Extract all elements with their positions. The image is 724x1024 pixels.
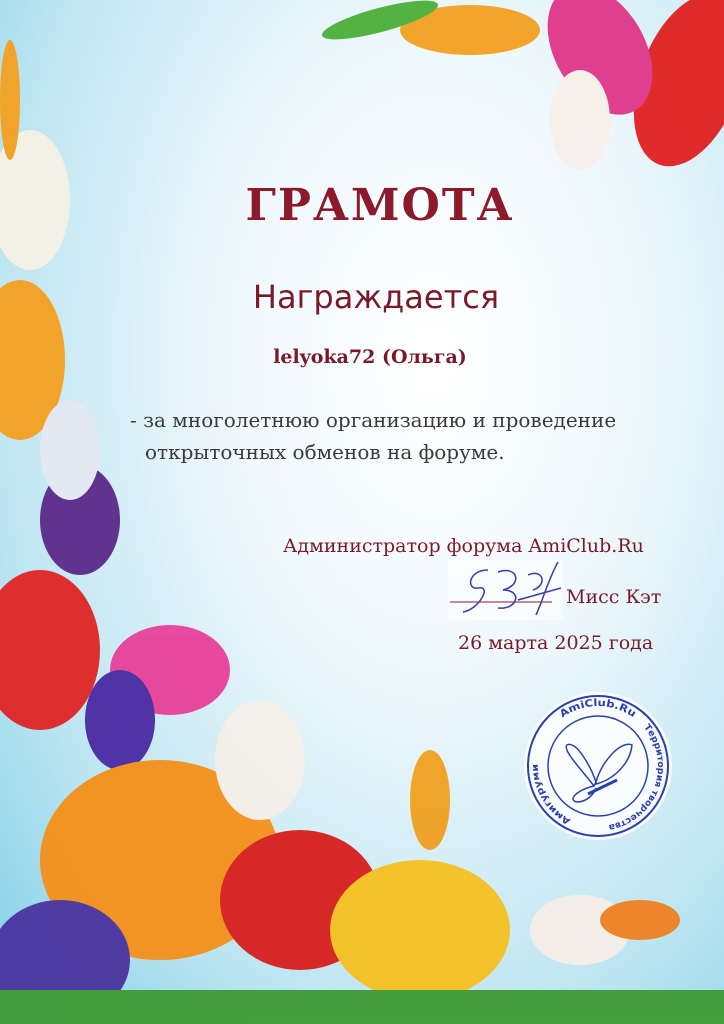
- award-reason: [130, 404, 616, 468]
- admin-title: Администратор форума AmiClub.Ru: [283, 535, 644, 557]
- reason-line: открыточных обменов на форуме.: [145, 440, 505, 464]
- stamp-top-text: AmiClub.Ru: [557, 697, 637, 721]
- recipient-name: lelyoka72 (Ольга): [273, 346, 467, 368]
- awarded-heading: Награждается: [252, 278, 500, 316]
- signature: [448, 560, 563, 620]
- certificate-date: 26 марта 2025 года: [458, 632, 654, 654]
- reason-line: - за многолетнюю организацию и проведение: [130, 408, 617, 432]
- certificate-title: ГРАМОТА: [245, 180, 515, 231]
- club-stamp: [522, 690, 674, 842]
- signer-name: Мисс Кэт: [566, 586, 662, 608]
- stamp-left-text: Амигуруми: [530, 765, 573, 826]
- stamp-right-text: Территория творчества: [607, 722, 666, 832]
